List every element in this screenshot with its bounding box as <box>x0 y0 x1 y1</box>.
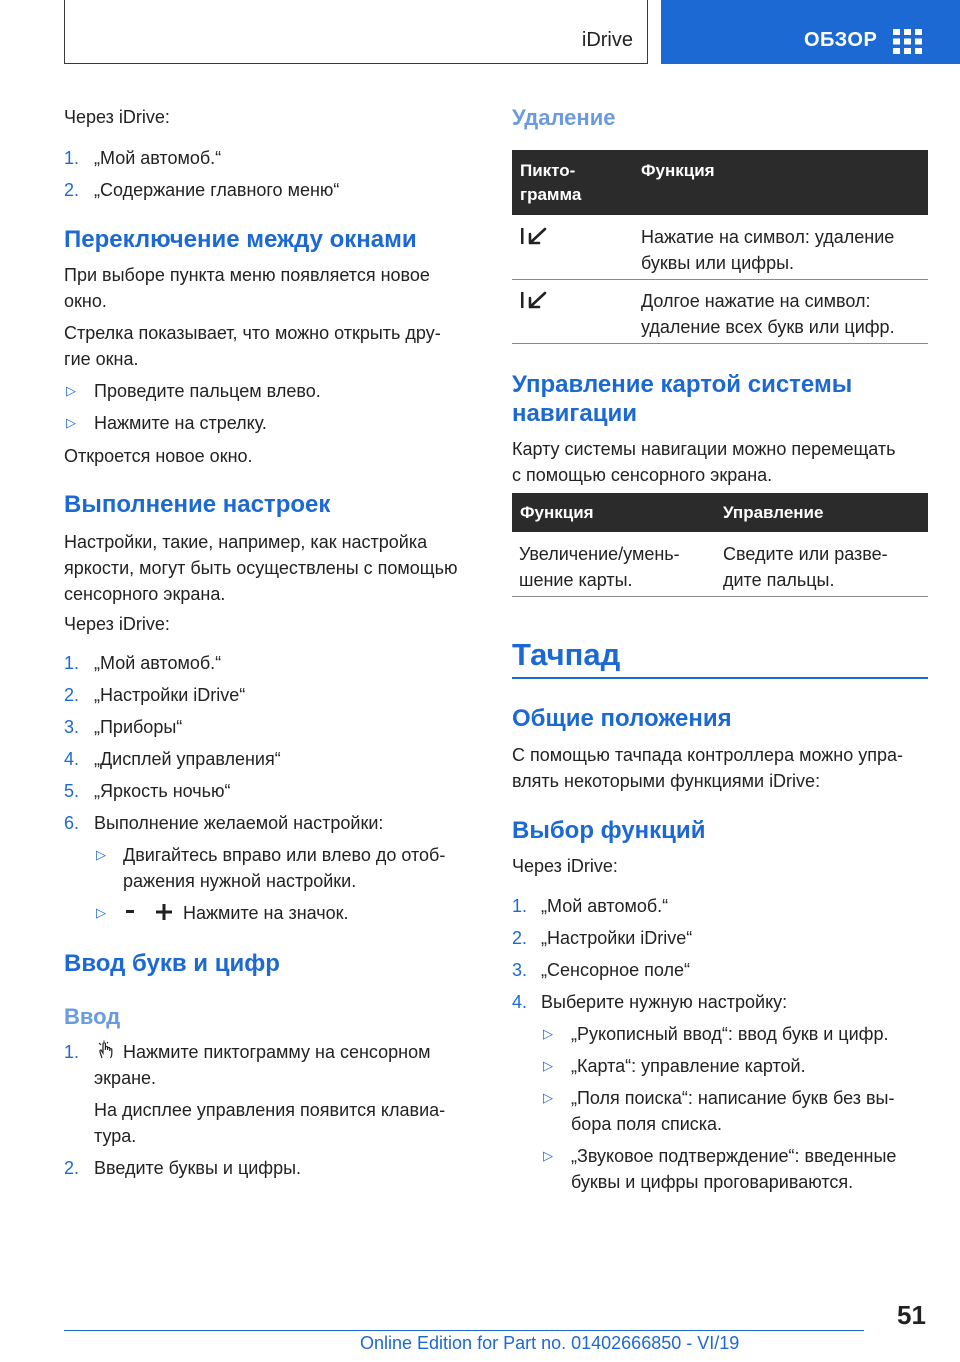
list-number: 2. <box>512 928 528 948</box>
table-cell: дите пальцы. <box>723 570 835 590</box>
table-cell: буквы или цифры. <box>641 253 795 273</box>
list-number: 1. <box>64 653 80 673</box>
list-item: „Яркость ночью“ <box>94 781 231 801</box>
table-divider <box>512 279 928 280</box>
list-number: 6. <box>64 813 80 833</box>
sub-bullet-text: „Поля поиска“: написание букв без вы‐ <box>571 1088 895 1108</box>
bullet-triangle-icon: ▷ <box>96 847 106 862</box>
list-item: „Приборы“ <box>94 717 183 737</box>
intro-text: Через iDrive: <box>512 856 618 876</box>
table1-col1-header: грамма <box>520 185 582 204</box>
minus-plus-icon <box>124 903 180 921</box>
paragraph-line: С помощью тачпада контроллера можно упра‐ <box>512 745 904 765</box>
list-item: Введите буквы и цифры. <box>94 1158 302 1178</box>
list-item: „Дисплей управления“ <box>94 749 281 769</box>
paragraph-line: окно. <box>64 291 107 311</box>
bullet-triangle-icon: ▷ <box>543 1058 553 1073</box>
heading-general: Общие положения <box>512 705 732 732</box>
subheading-delete: Удаление <box>512 105 616 130</box>
table2-col2-header: Управление <box>723 503 824 522</box>
list-item: „Мой автомоб.“ <box>94 148 222 168</box>
list-number: 1. <box>512 896 528 916</box>
list-number: 1. <box>64 148 80 168</box>
heading-settings: Выполнение настроек <box>64 491 331 518</box>
heading-switch-windows: Переключение между окнами <box>64 226 417 253</box>
table-divider <box>512 343 928 344</box>
paragraph-line: На дисплее управления появится клавиа‐ <box>94 1100 446 1120</box>
heading-input: Ввод букв и цифр <box>64 950 280 977</box>
paragraph-line: При выборе пункта меню появляется новое <box>64 265 430 285</box>
heading-map-control: Управление картой системы <box>512 371 853 398</box>
list-number: 3. <box>64 717 80 737</box>
list-item: „Сенсорное поле“ <box>541 960 691 980</box>
list-item: „Настройки iDrive“ <box>541 928 693 948</box>
list-number: 2. <box>64 1158 80 1178</box>
paragraph-line: влять некоторыми функциями iDrive: <box>512 771 821 791</box>
backspace-icon <box>519 290 549 310</box>
list-item: Выберите нужную настройку: <box>541 992 788 1012</box>
bullet-text: Нажмите на стрелку. <box>94 413 267 433</box>
list-item: „Содержание главного меню“ <box>94 180 340 200</box>
table-cell: Увеличение/умень‐ <box>519 544 680 564</box>
sub-bullet-text: „Звуковое подтверждение“: введенные <box>571 1146 897 1166</box>
table-cell: удаление всех букв или цифр. <box>641 317 895 337</box>
heading-map-control: навигации <box>512 400 637 427</box>
list-number: 4. <box>64 749 80 769</box>
list-item: Выполнение желаемой настройки: <box>94 813 384 833</box>
intro-text: Через iDrive: <box>64 614 170 634</box>
section-rule <box>512 677 928 679</box>
table-cell: Сведите или разве‐ <box>723 544 888 564</box>
table-cell: Долгое нажатие на символ: <box>641 291 871 311</box>
list-number: 1. <box>64 1042 80 1062</box>
paragraph-line: с помощью сенсорного экрана. <box>512 465 773 485</box>
sub-bullet-text: „Карта“: управление картой. <box>571 1056 806 1076</box>
paragraph-line: Настройки, такие, например, как настройка <box>64 532 428 552</box>
handwriting-hand-icon <box>96 1040 116 1060</box>
bullet-triangle-icon: ▷ <box>543 1026 553 1041</box>
paragraph-line: гие окна. <box>64 349 139 369</box>
intro-text: Через iDrive: <box>64 107 170 127</box>
bullet-triangle-icon: ▷ <box>543 1090 553 1105</box>
table1-col2-header: Функция <box>641 161 715 180</box>
heading-touchpad: Тачпад <box>512 637 621 672</box>
sub-bullet-text: бора поля списка. <box>571 1114 723 1134</box>
paragraph-line: сенсорного экрана. <box>64 584 226 604</box>
bullet-triangle-icon: ▷ <box>66 415 76 430</box>
sub-bullet-text: Нажмите на значок. <box>183 903 349 923</box>
paragraph-line: Карту системы навигации можно перемещать <box>512 439 896 459</box>
table-divider <box>512 596 928 597</box>
table2-col1-header: Функция <box>520 503 594 522</box>
header-left-title: iDrive <box>581 29 633 51</box>
bullet-triangle-icon: ▷ <box>66 383 76 398</box>
bullet-triangle-icon: ▷ <box>96 905 106 920</box>
table2-header <box>512 493 928 532</box>
table1-col1-header: Пикто‐ <box>520 161 576 180</box>
grid-icon[interactable] <box>893 29 922 54</box>
list-number: 5. <box>64 781 80 801</box>
sub-bullet-text: Двигайтесь вправо или влево до отоб‐ <box>123 845 446 865</box>
sub-bullet-text: ражения нужной настройки. <box>123 871 357 891</box>
table-cell: Нажатие на символ: удаление <box>641 227 895 247</box>
paragraph-line: Стрелка показывает, что можно открыть дру‐ <box>64 323 441 343</box>
header-right-title[interactable]: ОБЗОР <box>804 29 878 51</box>
footer-rule <box>64 1330 864 1331</box>
list-number: 2. <box>64 180 80 200</box>
bullet-text: Проведите пальцем влево. <box>94 381 321 401</box>
list-number: 4. <box>512 992 528 1012</box>
list-item: Нажмите пиктограмму на сенсорном <box>123 1042 431 1062</box>
list-item: „Настройки iDrive“ <box>94 685 246 705</box>
list-item: экране. <box>94 1068 157 1088</box>
list-item: „Мой автомоб.“ <box>94 653 222 673</box>
list-item: „Мой автомоб.“ <box>541 896 669 916</box>
table1-header <box>512 150 928 215</box>
sub-bullet-text: „Рукописный ввод“: ввод букв и цифр. <box>571 1024 889 1044</box>
paragraph-line: тура. <box>94 1126 137 1146</box>
paragraph-line: Откроется новое окно. <box>64 446 253 466</box>
sub-bullet-text: буквы и цифры проговариваются. <box>571 1172 854 1192</box>
table-cell: шение карты. <box>519 570 633 590</box>
bullet-triangle-icon: ▷ <box>543 1148 553 1163</box>
paragraph-line: яркости, могут быть осуществлены с помощью <box>64 558 458 578</box>
heading-select-functions: Выбор функций <box>512 817 706 844</box>
footer-edition-link[interactable]: Online Edition for Part no. 01402666850 - VI/19 <box>360 1333 740 1353</box>
header-left-box <box>64 0 648 64</box>
list-number: 2. <box>64 685 80 705</box>
backspace-icon <box>519 226 549 246</box>
subheading-input: Ввод <box>64 1004 121 1029</box>
page-number: 51 <box>897 1300 926 1330</box>
list-number: 3. <box>512 960 528 980</box>
